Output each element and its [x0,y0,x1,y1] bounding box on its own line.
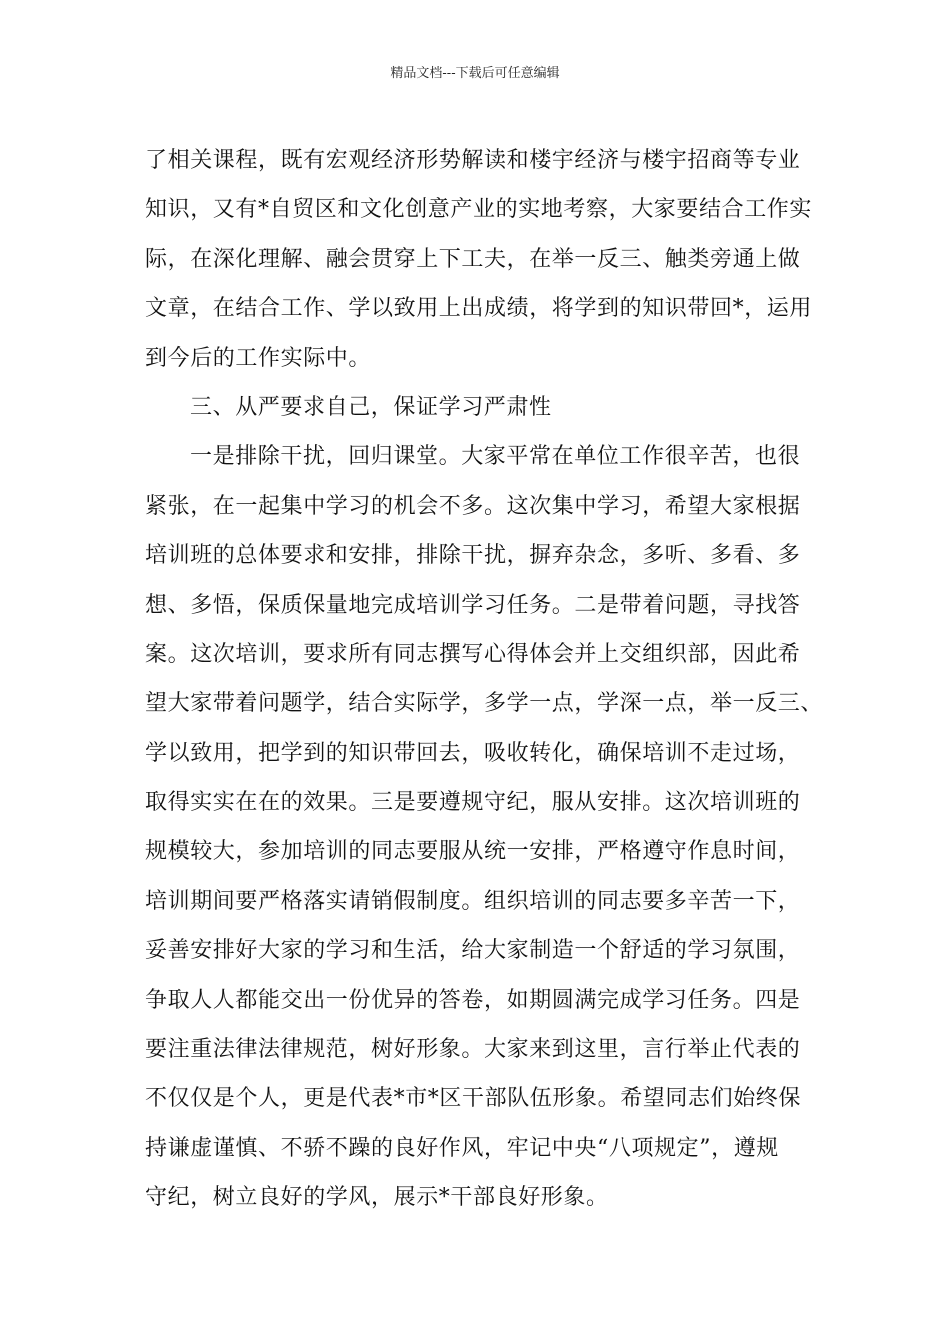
text-line: 争取人人都能交出一份优异的答卷，如期圆满完成学习任务。四是 [145,987,801,1013]
text-line: 文章，在结合工作、学以致用上出成绩，将学到的知识带回*，运用 [145,296,813,322]
text-line: 案。这次培训，要求所有同志撰写心得体会并上交组织部，因此希 [145,641,801,667]
text-line: 紧张，在一起集中学习的机会不多。这次集中学习，希望大家根据 [145,493,801,519]
text-line: 知识，又有*自贸区和文化创意产业的实地考察，大家要结合工作实 [145,197,813,223]
text-line: 到今后的工作实际中。 [145,345,372,371]
text-line: 要注重法律法律规范，树好形象。大家来到这里，言行举止代表的 [145,1037,801,1063]
section-heading: 三、从严要求自己，保证学习严肃性 [190,394,552,420]
text-line: 培训期间要严格落实请销假制度。组织培训的同志要多辛苦一下， [145,888,801,914]
text-line: 守纪，树立良好的学风，展示*干部良好形象。 [145,1185,609,1211]
text-line: 妥善安排好大家的学习和生活，给大家制造一个舒适的学习氛围， [145,938,801,964]
text-line: 培训班的总体要求和安排，排除干扰，摒弃杂念，多听、多看、多 [145,543,801,569]
text-line: 规模较大，参加培训的同志要服从统一安排，严格遵守作息时间， [145,839,801,865]
text-line: 望大家带着问题学，结合实际学，多学一点，学深一点，举一反三、 [145,691,824,717]
page-header: 精品文档---下载后可任意编辑 [390,66,560,81]
document-body [145,136,825,1223]
text-line: 持谦虚谨慎、不骄不躁的良好作风，牢记中央“八项规定”，遵规 [145,1135,779,1161]
text-line: 取得实实在在的效果。三是要遵规守纪，服从安排。这次培训班的 [145,790,801,816]
text-line: 想、多悟，保质保量地完成培训学习任务。二是带着问题，寻找答 [145,592,801,618]
text-line: 际，在深化理解、融会贯穿上下工夫，在举一反三、触类旁通上做 [145,246,801,272]
paragraph-first-line: 一是排除干扰，回归课堂。大家平常在单位工作很辛苦，也很 [190,444,801,470]
text-line: 了相关课程，既有宏观经济形势解读和楼宇经济与楼宇招商等专业 [145,148,801,173]
text-line: 学以致用，把学到的知识带回去，吸收转化，确保培训不走过场， [145,740,801,766]
text-line: 不仅仅是个人，更是代表*市*区干部队伍形象。希望同志们始终保 [145,1086,802,1112]
